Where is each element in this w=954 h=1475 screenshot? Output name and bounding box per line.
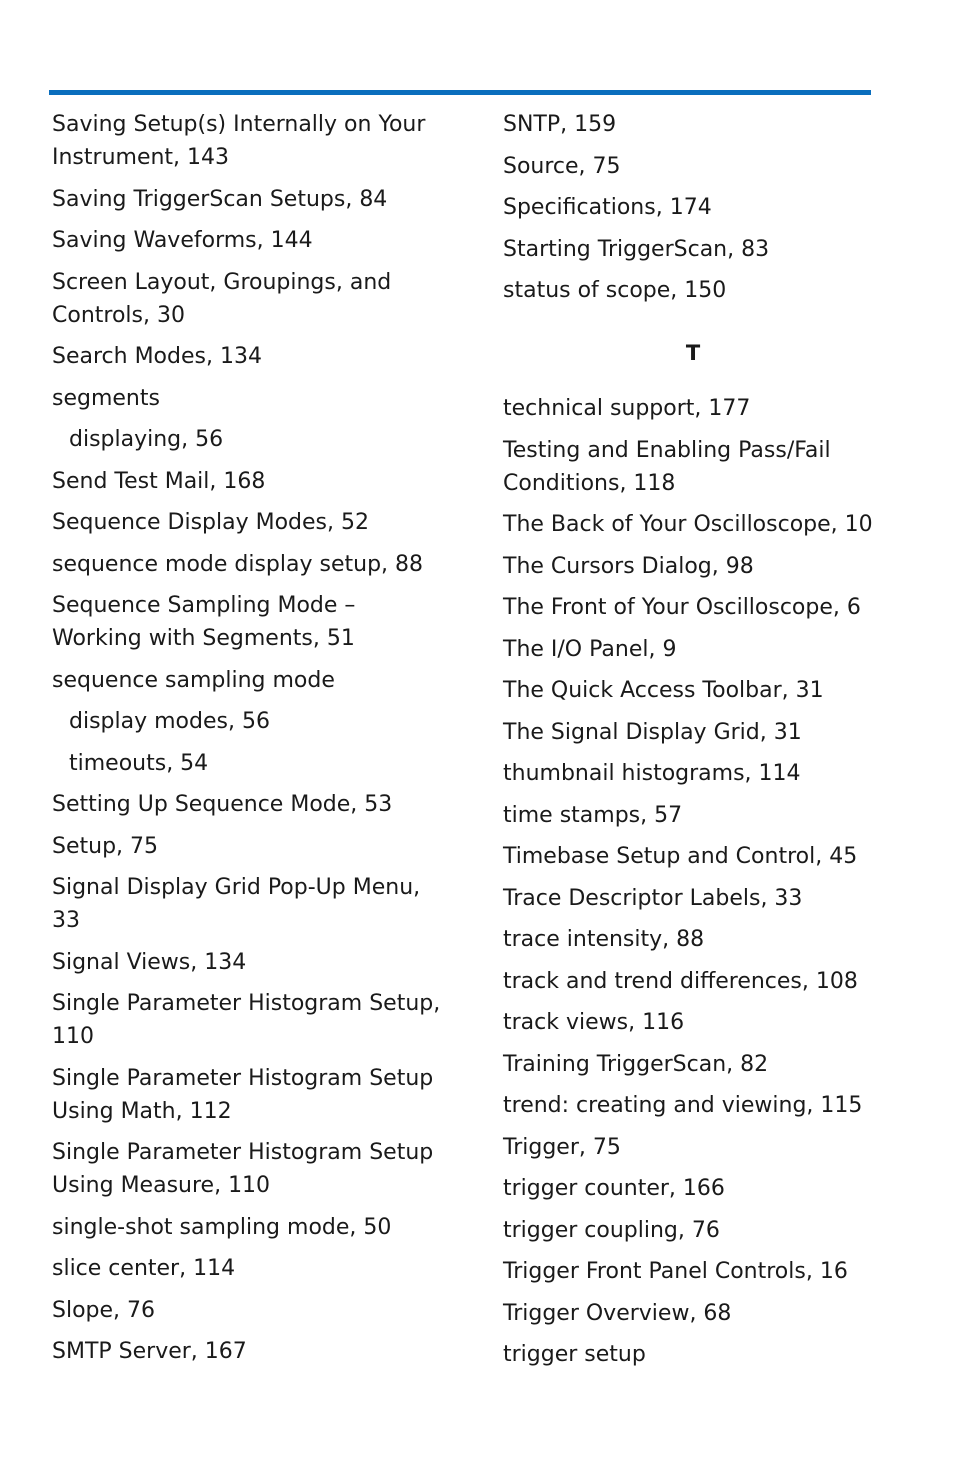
index-entry: Single Parameter Histogram Setup Using Math, 112 xyxy=(52,1065,434,1124)
index-entry: track views, 116 xyxy=(503,1010,685,1035)
index-entry: Send Test Mail, 168 xyxy=(52,468,266,494)
index-entry: status of scope, 150 xyxy=(503,278,727,303)
index-entry: The Front of Your Oscilloscope, 6 xyxy=(503,595,861,620)
index-entry: Signal Views, 134 xyxy=(52,949,247,975)
index-column-left xyxy=(52,108,442,1377)
index-entry: Timebase Setup and Control, 45 xyxy=(503,844,858,869)
index-entry: time stamps, 57 xyxy=(503,802,683,828)
index-entry: Saving Setup(s) Internally on Your Instrument, 143 xyxy=(52,112,426,170)
index-entry: track and trend differences, 108 xyxy=(503,968,858,994)
index-entry: slice center, 114 xyxy=(52,1256,236,1281)
index-entry: Testing and Enabling Pass/Fail Conditions, 118 xyxy=(503,437,831,496)
index-entry: Trigger Overview, 68 xyxy=(503,1300,732,1326)
index-entry: trace intensity, 88 xyxy=(503,927,705,952)
index-entry: thumbnail histograms, 114 xyxy=(503,761,801,786)
index-entry: sequence mode display setup, 88 xyxy=(52,551,424,577)
index-entry: Sequence Display Modes, 52 xyxy=(52,510,369,535)
section-letter-heading: T xyxy=(685,341,701,365)
index-entry: Trace Descriptor Labels, 33 xyxy=(503,885,803,911)
index-entry: Single Parameter Histogram Setup, 110 xyxy=(52,991,441,1049)
index-entry: trigger setup xyxy=(503,1342,646,1367)
index-entry: Starting TriggerScan, 83 xyxy=(503,236,770,262)
index-entry: Search Modes, 134 xyxy=(52,344,262,369)
index-entry: Setting Up Sequence Mode, 53 xyxy=(52,792,393,817)
index-entry: single-shot sampling mode, 50 xyxy=(52,1214,392,1240)
index-entry: The I/O Panel, 9 xyxy=(503,636,677,662)
index-entry: Signal Display Grid Pop-Up Menu, 33 xyxy=(52,875,421,933)
index-entry: Setup, 75 xyxy=(52,833,159,859)
index-entry: The Back of Your Oscilloscope, 10 xyxy=(503,512,873,537)
index-entry: Trigger Front Panel Controls, 16 xyxy=(503,1259,848,1284)
index-entry: SNTP, 159 xyxy=(503,112,617,137)
index-subentry: timeouts, 54 xyxy=(69,750,209,776)
index-subentry: displaying, 56 xyxy=(69,427,224,452)
index-entry: The Quick Access Toolbar, 31 xyxy=(503,678,824,703)
header-rule xyxy=(49,90,871,95)
index-subentry: display modes, 56 xyxy=(69,709,270,734)
index-entry: Single Parameter Histogram Setup Using Measure, 110 xyxy=(52,1140,434,1198)
index-entry: Source, 75 xyxy=(503,153,621,179)
index-entry: Saving TriggerScan Setups, 84 xyxy=(52,186,388,212)
index-entry: trend: creating and viewing, 115 xyxy=(503,1093,863,1118)
index-entry: Trigger, 75 xyxy=(503,1134,621,1160)
index-entry: Screen Layout, Groupings, and Controls, 30 xyxy=(52,269,392,328)
index-entry: technical support, 177 xyxy=(503,396,751,421)
index-entry: sequence sampling mode xyxy=(52,667,335,693)
index-entry: Specifications, 174 xyxy=(503,195,712,220)
index-entry: Saving Waveforms, 144 xyxy=(52,228,313,253)
index-entry: SMTP Server, 167 xyxy=(52,1339,247,1364)
index-entry: Slope, 76 xyxy=(52,1297,156,1323)
index-entry: trigger counter, 166 xyxy=(503,1176,725,1201)
index-group-t xyxy=(503,392,883,1371)
index-entry: segments xyxy=(52,385,160,411)
index-entry: The Signal Display Grid, 31 xyxy=(503,719,802,745)
index-group-s-continued xyxy=(503,108,883,307)
index-entry: The Cursors Dialog, 98 xyxy=(503,553,754,579)
index-entry: trigger coupling, 76 xyxy=(503,1217,720,1243)
index-entry: Training TriggerScan, 82 xyxy=(503,1051,769,1077)
index-entry: Sequence Sampling Mode – Working with Segments, 51 xyxy=(52,593,356,651)
index-column-right xyxy=(503,108,883,1380)
